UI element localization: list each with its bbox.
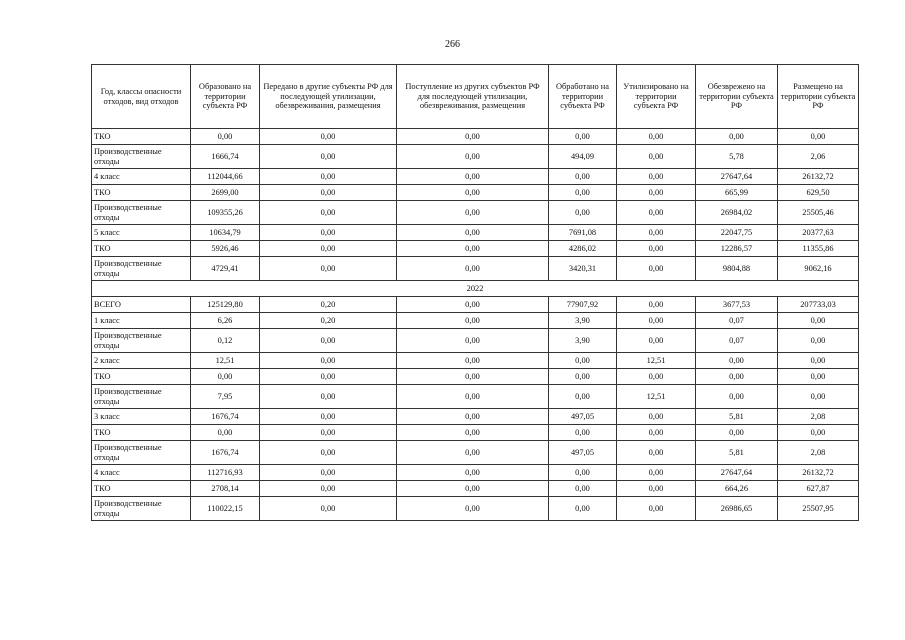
table-cell: 0,00 bbox=[397, 185, 549, 201]
table-cell: 0,00 bbox=[260, 369, 397, 385]
table-cell: 2,08 bbox=[778, 409, 859, 425]
table-cell: 0,00 bbox=[260, 129, 397, 145]
table-cell: 0,00 bbox=[617, 257, 696, 281]
table-cell: 0,00 bbox=[260, 353, 397, 369]
table-row bbox=[92, 241, 859, 257]
table-cell: 0,00 bbox=[260, 441, 397, 465]
table-cell: 0,00 bbox=[617, 225, 696, 241]
table-row bbox=[92, 297, 859, 313]
table-cell: 110022,15 bbox=[191, 497, 260, 521]
column-header-placed: Размещено на территории субъекта РФ bbox=[778, 65, 859, 129]
table-row bbox=[92, 201, 859, 225]
column-header-category: Год, классы опасности отходов, вид отходов bbox=[92, 65, 191, 129]
table-cell: 0,00 bbox=[260, 497, 397, 521]
table-cell: 0,00 bbox=[397, 313, 549, 329]
table-cell: 5,81 bbox=[696, 409, 778, 425]
table-cell: 112716,93 bbox=[191, 465, 260, 481]
table-row bbox=[92, 145, 859, 169]
table-row bbox=[92, 385, 859, 409]
table-cell: 0,00 bbox=[260, 257, 397, 281]
table-cell: 3677,53 bbox=[696, 297, 778, 313]
table-cell: 207733,03 bbox=[778, 297, 859, 313]
table-row bbox=[92, 441, 859, 465]
row-label: Производственные отходы bbox=[92, 497, 191, 521]
table-cell: 0,00 bbox=[696, 425, 778, 441]
table-row bbox=[92, 409, 859, 425]
table-cell: 0,00 bbox=[260, 201, 397, 225]
table-cell: 9804,88 bbox=[696, 257, 778, 281]
table-cell: 5,81 bbox=[696, 441, 778, 465]
table-cell: 26132,72 bbox=[778, 169, 859, 185]
table-cell: 0,00 bbox=[778, 385, 859, 409]
table-cell: 0,00 bbox=[696, 353, 778, 369]
table-cell: 12,51 bbox=[617, 353, 696, 369]
table-row bbox=[92, 481, 859, 497]
row-label: 5 класс bbox=[92, 225, 191, 241]
table-cell: 6,26 bbox=[191, 313, 260, 329]
table-cell: 0,00 bbox=[397, 441, 549, 465]
table-cell: 4286,02 bbox=[549, 241, 617, 257]
table-cell: 0,00 bbox=[778, 425, 859, 441]
year-row bbox=[92, 281, 859, 297]
table-cell: 27647,64 bbox=[696, 465, 778, 481]
table-cell: 0,00 bbox=[549, 169, 617, 185]
table-row bbox=[92, 185, 859, 201]
page-number: 266 bbox=[445, 39, 460, 50]
table-cell: 0,20 bbox=[260, 313, 397, 329]
table-cell: 11355,86 bbox=[778, 241, 859, 257]
table-cell: 0,00 bbox=[397, 329, 549, 353]
table-cell: 2699,00 bbox=[191, 185, 260, 201]
table-cell: 12,51 bbox=[617, 385, 696, 409]
table-cell: 7,95 bbox=[191, 385, 260, 409]
table-row bbox=[92, 497, 859, 521]
table-cell: 7691,08 bbox=[549, 225, 617, 241]
row-label: ТКО bbox=[92, 425, 191, 441]
table-cell: 0,00 bbox=[191, 129, 260, 145]
row-label: Производственные отходы bbox=[92, 257, 191, 281]
table-cell: 0,00 bbox=[778, 329, 859, 353]
table-cell: 27647,64 bbox=[696, 169, 778, 185]
table-cell: 26986,65 bbox=[696, 497, 778, 521]
column-header-generated: Образовано на территории субъекта РФ bbox=[191, 65, 260, 129]
table-cell: 0,00 bbox=[617, 313, 696, 329]
row-label: Производственные отходы bbox=[92, 385, 191, 409]
table-cell: 22047,75 bbox=[696, 225, 778, 241]
table-cell: 494,09 bbox=[549, 145, 617, 169]
row-label: Производственные отходы bbox=[92, 145, 191, 169]
row-label: 1 класс bbox=[92, 313, 191, 329]
table-cell: 0,00 bbox=[617, 425, 696, 441]
table-cell: 0,00 bbox=[617, 481, 696, 497]
table-cell: 0,00 bbox=[397, 145, 549, 169]
table-cell: 4729,41 bbox=[191, 257, 260, 281]
row-label: 4 класс bbox=[92, 169, 191, 185]
column-header-utilized: Утилизировано на территории субъекта РФ bbox=[617, 65, 696, 129]
row-label: ТКО bbox=[92, 481, 191, 497]
row-label: 3 класс bbox=[92, 409, 191, 425]
table-cell: 5,78 bbox=[696, 145, 778, 169]
table-cell: 1676,74 bbox=[191, 409, 260, 425]
table-cell: 25505,46 bbox=[778, 201, 859, 225]
table-row bbox=[92, 129, 859, 145]
table-cell: 112044,66 bbox=[191, 169, 260, 185]
table-cell: 0,00 bbox=[549, 425, 617, 441]
table-cell: 0,00 bbox=[260, 225, 397, 241]
row-label: ТКО bbox=[92, 129, 191, 145]
table-cell: 0,00 bbox=[617, 465, 696, 481]
table-cell: 0,00 bbox=[397, 465, 549, 481]
table-row bbox=[92, 329, 859, 353]
table-cell: 0,00 bbox=[260, 145, 397, 169]
table-cell: 0,00 bbox=[260, 241, 397, 257]
table-cell: 0,00 bbox=[260, 481, 397, 497]
row-label: ТКО bbox=[92, 185, 191, 201]
table-cell: 0,00 bbox=[397, 481, 549, 497]
table-cell: 0,00 bbox=[397, 409, 549, 425]
table-cell: 12,51 bbox=[191, 353, 260, 369]
table-cell: 0,00 bbox=[260, 185, 397, 201]
table-cell: 0,00 bbox=[549, 465, 617, 481]
table-cell: 0,00 bbox=[397, 225, 549, 241]
table-cell: 0,00 bbox=[260, 169, 397, 185]
table-cell: 0,00 bbox=[696, 385, 778, 409]
table-cell: 0,00 bbox=[549, 185, 617, 201]
year-label: 2022 bbox=[92, 281, 859, 297]
row-label: Производственные отходы bbox=[92, 201, 191, 225]
table-cell: 0,12 bbox=[191, 329, 260, 353]
table-cell: 9062,16 bbox=[778, 257, 859, 281]
row-label: Производственные отходы bbox=[92, 329, 191, 353]
table-cell: 0,00 bbox=[397, 129, 549, 145]
table-cell: 0,00 bbox=[549, 497, 617, 521]
table-cell: 0,00 bbox=[617, 441, 696, 465]
table-cell: 0,00 bbox=[397, 385, 549, 409]
table-cell: 629,50 bbox=[778, 185, 859, 201]
table-cell: 5926,46 bbox=[191, 241, 260, 257]
row-label: ТКО bbox=[92, 241, 191, 257]
table-cell: 26132,72 bbox=[778, 465, 859, 481]
table-cell: 0,07 bbox=[696, 329, 778, 353]
table-cell: 0,00 bbox=[549, 353, 617, 369]
row-label: 4 класс bbox=[92, 465, 191, 481]
table-cell: 0,00 bbox=[617, 145, 696, 169]
table-row bbox=[92, 169, 859, 185]
table-cell: 25507,95 bbox=[778, 497, 859, 521]
table-cell: 0,00 bbox=[696, 369, 778, 385]
table-cell: 0,00 bbox=[617, 185, 696, 201]
row-label: ВСЕГО bbox=[92, 297, 191, 313]
table-cell: 0,20 bbox=[260, 297, 397, 313]
table-cell: 0,00 bbox=[397, 497, 549, 521]
table-cell: 0,00 bbox=[617, 129, 696, 145]
table-cell: 0,00 bbox=[617, 169, 696, 185]
table-cell: 0,00 bbox=[397, 353, 549, 369]
table-header-row bbox=[92, 65, 859, 129]
table-cell: 0,00 bbox=[617, 201, 696, 225]
table-cell: 0,00 bbox=[617, 241, 696, 257]
table-row bbox=[92, 353, 859, 369]
table-cell: 1666,74 bbox=[191, 145, 260, 169]
table-cell: 0,00 bbox=[778, 353, 859, 369]
table-cell: 0,00 bbox=[260, 409, 397, 425]
table-body bbox=[92, 129, 859, 521]
table-cell: 0,00 bbox=[397, 257, 549, 281]
table-cell: 0,00 bbox=[549, 481, 617, 497]
column-header-neutralized: Обезврежено на территории субъекта РФ bbox=[696, 65, 778, 129]
table-cell: 0,00 bbox=[397, 369, 549, 385]
table-cell: 0,00 bbox=[549, 129, 617, 145]
table-row bbox=[92, 313, 859, 329]
column-header-transferred: Передано в другие субъекты РФ для последующей утилизации, обезвреживания, размещения bbox=[260, 65, 397, 129]
table-cell: 77907,92 bbox=[549, 297, 617, 313]
table-cell: 0,00 bbox=[778, 129, 859, 145]
waste-statistics-table bbox=[91, 64, 859, 521]
table-cell: 3,90 bbox=[549, 329, 617, 353]
table-cell: 0,00 bbox=[617, 409, 696, 425]
table-cell: 2708,14 bbox=[191, 481, 260, 497]
table-cell: 0,00 bbox=[696, 129, 778, 145]
table-cell: 3,90 bbox=[549, 313, 617, 329]
table-row bbox=[92, 225, 859, 241]
table-cell: 2,06 bbox=[778, 145, 859, 169]
table-cell: 0,00 bbox=[549, 201, 617, 225]
table-cell: 1676,74 bbox=[191, 441, 260, 465]
column-header-processed: Обработано на территории субъекта РФ bbox=[549, 65, 617, 129]
table-cell: 109355,26 bbox=[191, 201, 260, 225]
table-cell: 0,00 bbox=[549, 385, 617, 409]
table-cell: 0,00 bbox=[549, 369, 617, 385]
table-row bbox=[92, 369, 859, 385]
table-cell: 664,26 bbox=[696, 481, 778, 497]
table-cell: 12286,57 bbox=[696, 241, 778, 257]
table-row bbox=[92, 465, 859, 481]
column-header-received: Поступление из других субъектов РФ для последующей утилизации, обезвреживания, размещения bbox=[397, 65, 549, 129]
table-cell: 0,00 bbox=[617, 497, 696, 521]
table-cell: 0,00 bbox=[397, 241, 549, 257]
table-cell: 0,00 bbox=[778, 313, 859, 329]
table-cell: 0,00 bbox=[397, 297, 549, 313]
table-row bbox=[92, 257, 859, 281]
table-cell: 0,00 bbox=[397, 169, 549, 185]
table-cell: 125129,80 bbox=[191, 297, 260, 313]
row-label: ТКО bbox=[92, 369, 191, 385]
table-cell: 0,00 bbox=[778, 369, 859, 385]
table-cell: 497,05 bbox=[549, 441, 617, 465]
table-cell: 0,00 bbox=[260, 385, 397, 409]
table-cell: 0,00 bbox=[191, 369, 260, 385]
table-cell: 0,00 bbox=[260, 465, 397, 481]
table-cell: 10634,79 bbox=[191, 225, 260, 241]
table-cell: 2,08 bbox=[778, 441, 859, 465]
table-cell: 0,00 bbox=[397, 201, 549, 225]
table-cell: 665,99 bbox=[696, 185, 778, 201]
table-cell: 20377,63 bbox=[778, 225, 859, 241]
table-cell: 0,00 bbox=[397, 425, 549, 441]
table-cell: 0,00 bbox=[617, 329, 696, 353]
table-cell: 26984,02 bbox=[696, 201, 778, 225]
row-label: Производственные отходы bbox=[92, 441, 191, 465]
table-cell: 0,00 bbox=[260, 329, 397, 353]
table-cell: 0,00 bbox=[617, 369, 696, 385]
table-cell: 3420,31 bbox=[549, 257, 617, 281]
table-cell: 0,00 bbox=[260, 425, 397, 441]
table-cell: 0,00 bbox=[191, 425, 260, 441]
table-cell: 0,07 bbox=[696, 313, 778, 329]
table-cell: 497,05 bbox=[549, 409, 617, 425]
table-cell: 627,87 bbox=[778, 481, 859, 497]
table-row bbox=[92, 425, 859, 441]
table-cell: 0,00 bbox=[617, 297, 696, 313]
row-label: 2 класс bbox=[92, 353, 191, 369]
